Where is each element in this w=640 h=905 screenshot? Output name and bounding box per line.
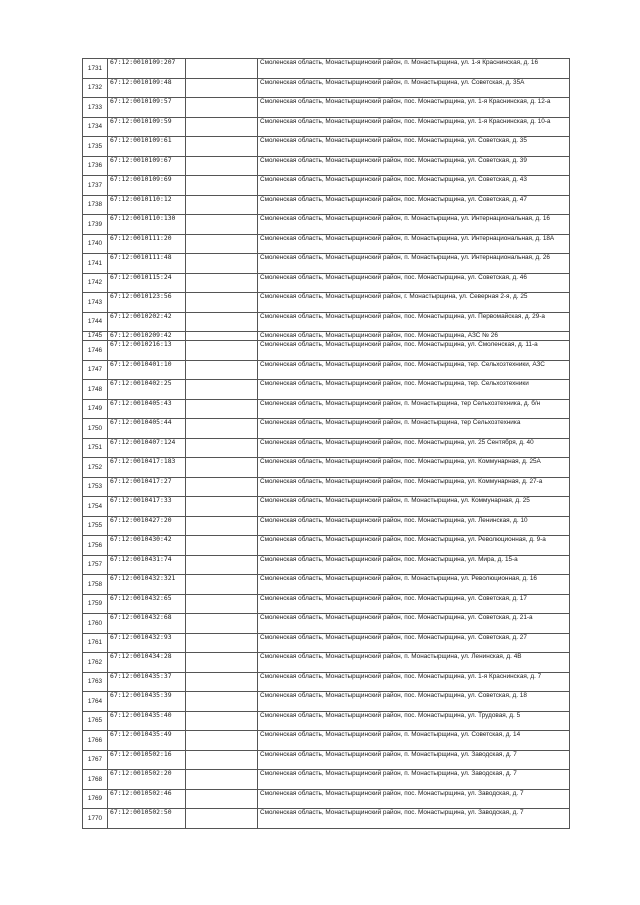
empty-cell xyxy=(186,614,258,634)
empty-cell xyxy=(186,137,258,157)
address-cell: Смоленская область, Монастырщинский район, пос. Монастырщина, ул. Мира, д. 15-а xyxy=(258,555,570,575)
empty-cell xyxy=(186,653,258,673)
cadastral-number-cell: 67:12:0010432:321 xyxy=(108,575,186,595)
empty-cell xyxy=(186,477,258,497)
row-number-cell: 1745 xyxy=(83,332,108,341)
address-cell: Смоленская область, Монастырщинский район, пос. Монастырщина, ул. Советская, д. 46 xyxy=(258,273,570,293)
table-row xyxy=(83,156,570,176)
cadastral-number-cell: 67:12:0010209:42 xyxy=(108,332,186,341)
cadastral-number-cell: 67:12:0010109:48 xyxy=(108,78,186,98)
table-row xyxy=(83,312,570,332)
address-cell: Смоленская область, Монастырщинский район, пос. Монастырщина, ул. Советская, д. 43 xyxy=(258,176,570,196)
table-row xyxy=(83,117,570,137)
empty-cell xyxy=(186,438,258,458)
address-cell: Смоленская область, Монастырщинский район, п. Монастырщина, ул. Интернациональная, д. 26 xyxy=(258,254,570,274)
row-number-cell: 1755 xyxy=(83,516,108,536)
cadastral-number-cell: 67:12:0010502:20 xyxy=(108,770,186,790)
cadastral-number-cell: 67:12:0010111:48 xyxy=(108,254,186,274)
cadastral-number-cell: 67:12:0010435:39 xyxy=(108,692,186,712)
table-row xyxy=(83,215,570,235)
empty-cell xyxy=(186,809,258,829)
table-row xyxy=(83,234,570,254)
empty-cell xyxy=(186,293,258,313)
table-body xyxy=(83,59,570,829)
address-cell: Смоленская область, Монастырщинский район, п. Монастырщина, ул. Заводская, д. 7 xyxy=(258,750,570,770)
empty-cell xyxy=(186,536,258,556)
empty-cell xyxy=(186,273,258,293)
cadastral-number-cell: 67:12:0010435:37 xyxy=(108,672,186,692)
address-cell: Смоленская область, Монастырщинский район, пос. Монастырщина, ул. Смоленская, д. 11-а xyxy=(258,341,570,361)
address-cell: Смоленская область, Монастырщинский район, пос. Монастырщина, АЗС № 26 xyxy=(258,332,570,341)
empty-cell xyxy=(186,419,258,439)
table-row xyxy=(83,575,570,595)
row-number-cell: 1750 xyxy=(83,419,108,439)
address-cell: Смоленская область, Монастырщинский район, п. Монастырщина, ул. Советская, д. 14 xyxy=(258,731,570,751)
empty-cell xyxy=(186,59,258,79)
row-number-cell: 1758 xyxy=(83,575,108,595)
address-cell: Смоленская область, Монастырщинский район, п. Монастырщина, тер Сельхозтехника, д. б/н xyxy=(258,399,570,419)
cadastral-number-cell: 67:12:0010216:13 xyxy=(108,341,186,361)
cadastral-number-cell: 67:12:0010427:20 xyxy=(108,516,186,536)
address-cell: Смоленская область, Монастырщинский район, пос. Монастырщина, ул. 1-я Краснинская, д. 7 xyxy=(258,672,570,692)
empty-cell xyxy=(186,555,258,575)
row-number-cell: 1767 xyxy=(83,750,108,770)
address-cell: Смоленская область, Монастырщинский район, пос. Монастырщина, ул. Советская, д. 17 xyxy=(258,594,570,614)
empty-cell xyxy=(186,711,258,731)
empty-cell xyxy=(186,332,258,341)
empty-cell xyxy=(186,380,258,400)
table-row xyxy=(83,497,570,517)
cadastral-number-cell: 67:12:0010432:65 xyxy=(108,594,186,614)
row-number-cell: 1742 xyxy=(83,273,108,293)
empty-cell xyxy=(186,98,258,118)
table-row xyxy=(83,458,570,478)
address-cell: Смоленская область, Монастырщинский район, пос. Монастырщина, ул. Революционная, д. 9-а xyxy=(258,536,570,556)
address-cell: Смоленская область, Монастырщинский район, пос. Монастырщина, тер. Сельхозтехники, АЗС xyxy=(258,360,570,380)
row-number-cell: 1735 xyxy=(83,137,108,157)
cadastral-number-cell: 67:12:0010109:207 xyxy=(108,59,186,79)
table-row xyxy=(83,477,570,497)
row-number-cell: 1757 xyxy=(83,555,108,575)
empty-cell xyxy=(186,215,258,235)
property-registry-table xyxy=(82,58,570,829)
table-row xyxy=(83,555,570,575)
table-row xyxy=(83,809,570,829)
table-row xyxy=(83,653,570,673)
cadastral-number-cell: 67:12:0010502:16 xyxy=(108,750,186,770)
cadastral-number-cell: 67:12:0010109:69 xyxy=(108,176,186,196)
empty-cell xyxy=(186,789,258,809)
row-number-cell: 1743 xyxy=(83,293,108,313)
row-number-cell: 1762 xyxy=(83,653,108,673)
cadastral-number-cell: 67:12:0010109:57 xyxy=(108,98,186,118)
address-cell: Смоленская область, Монастырщинский район, пос. Монастырщина, ул. Советская, д. 47 xyxy=(258,195,570,215)
row-number-cell: 1764 xyxy=(83,692,108,712)
empty-cell xyxy=(186,731,258,751)
row-number-cell: 1736 xyxy=(83,156,108,176)
address-cell: Смоленская область, Монастырщинский район, г. Монастырщина, ул. Северная 2-я, д. 25 xyxy=(258,293,570,313)
address-cell: Смоленская область, Монастырщинский район, пос. Монастырщина, ул. Советская, д. 21-а xyxy=(258,614,570,634)
cadastral-number-cell: 67:12:0010110:130 xyxy=(108,215,186,235)
address-cell: Смоленская область, Монастырщинский район, пос. Монастырщина, ул. Заводская, д. 7 xyxy=(258,809,570,829)
table-row xyxy=(83,98,570,118)
address-cell: Смоленская область, Монастырщинский район, пос. Монастырщина, ул. Ленинская, д. 10 xyxy=(258,516,570,536)
cadastral-number-cell: 67:12:0010417:27 xyxy=(108,477,186,497)
address-cell: Смоленская область, Монастырщинский район, пос. Монастырщина, ул. Коммунарная, д. 27-а xyxy=(258,477,570,497)
table-row xyxy=(83,633,570,653)
cadastral-number-cell: 67:12:0010502:46 xyxy=(108,789,186,809)
empty-cell xyxy=(186,341,258,361)
address-cell: Смоленская область, Монастырщинский район, пос. Монастырщина, ул. Трудовая, д. 5 xyxy=(258,711,570,731)
table-row xyxy=(83,176,570,196)
row-number-cell: 1765 xyxy=(83,711,108,731)
row-number-cell: 1768 xyxy=(83,770,108,790)
address-cell: Смоленская область, Монастырщинский район, п. Монастырщина, ул. Интернациональная, д. 16 xyxy=(258,215,570,235)
table-row xyxy=(83,380,570,400)
table-row xyxy=(83,293,570,313)
empty-cell xyxy=(186,234,258,254)
table-row xyxy=(83,59,570,79)
row-number-cell: 1754 xyxy=(83,497,108,517)
empty-cell xyxy=(186,770,258,790)
table-row xyxy=(83,195,570,215)
cadastral-number-cell: 67:12:0010109:67 xyxy=(108,156,186,176)
cadastral-number-cell: 67:12:0010417:183 xyxy=(108,458,186,478)
empty-cell xyxy=(186,575,258,595)
row-number-cell: 1766 xyxy=(83,731,108,751)
row-number-cell: 1741 xyxy=(83,254,108,274)
cadastral-number-cell: 67:12:0010432:93 xyxy=(108,633,186,653)
cadastral-number-cell: 67:12:0010405:43 xyxy=(108,399,186,419)
table-row xyxy=(83,438,570,458)
cadastral-number-cell: 67:12:0010434:28 xyxy=(108,653,186,673)
table-row xyxy=(83,273,570,293)
cadastral-number-cell: 67:12:0010110:12 xyxy=(108,195,186,215)
cadastral-number-cell: 67:12:0010405:44 xyxy=(108,419,186,439)
table-row xyxy=(83,672,570,692)
address-cell: Смоленская область, Монастырщинский район, пос. Монастырщина, ул. 1-я Краснинская, д. 10-а xyxy=(258,117,570,137)
table-row xyxy=(83,750,570,770)
cadastral-number-cell: 67:12:0010202:42 xyxy=(108,312,186,332)
address-cell: Смоленская область, Монастырщинский район, п. Монастырщина, ул. Революционная, д. 16 xyxy=(258,575,570,595)
address-cell: Смоленская область, Монастырщинский район, п. Монастырщина, ул. Заводская, д. 7 xyxy=(258,770,570,790)
address-cell: Смоленская область, Монастырщинский район, пос. Монастырщина, ул. Заводская, д. 7 xyxy=(258,789,570,809)
empty-cell xyxy=(186,516,258,536)
row-number-cell: 1734 xyxy=(83,117,108,137)
empty-cell xyxy=(186,176,258,196)
address-cell: Смоленская область, Монастырщинский район, пос. Монастырщина, ул. Коммунарная, д. 25А xyxy=(258,458,570,478)
address-cell: Смоленская область, Монастырщинский район, п. Монастырщина, ул. Интернациональная, д. 18А xyxy=(258,234,570,254)
table-row xyxy=(83,594,570,614)
table-row xyxy=(83,419,570,439)
empty-cell xyxy=(186,156,258,176)
cadastral-number-cell: 67:12:0010402:25 xyxy=(108,380,186,400)
row-number-cell: 1747 xyxy=(83,360,108,380)
cadastral-number-cell: 67:12:0010430:42 xyxy=(108,536,186,556)
address-cell: Смоленская область, Монастырщинский район, п. Монастырщина, ул. Коммунарная, д. 25 xyxy=(258,497,570,517)
address-cell: Смоленская область, Монастырщинский район, п. Монастырщина, ул. Советская, д. 35А xyxy=(258,78,570,98)
row-number-cell: 1769 xyxy=(83,789,108,809)
table-row xyxy=(83,399,570,419)
row-number-cell: 1753 xyxy=(83,477,108,497)
table-row xyxy=(83,770,570,790)
table-row xyxy=(83,731,570,751)
cadastral-number-cell: 67:12:0010435:40 xyxy=(108,711,186,731)
address-cell: Смоленская область, Монастырщинский район, пос. Монастырщина, ул. Советская, д. 39 xyxy=(258,156,570,176)
address-cell: Смоленская область, Монастырщинский район, п. Монастырщина, ул. 1-я Краснинская, д. 16 xyxy=(258,59,570,79)
row-number-cell: 1732 xyxy=(83,78,108,98)
empty-cell xyxy=(186,672,258,692)
table-row xyxy=(83,614,570,634)
row-number-cell: 1760 xyxy=(83,614,108,634)
empty-cell xyxy=(186,254,258,274)
table-row xyxy=(83,360,570,380)
row-number-cell: 1761 xyxy=(83,633,108,653)
empty-cell xyxy=(186,497,258,517)
row-number-cell: 1737 xyxy=(83,176,108,196)
row-number-cell: 1749 xyxy=(83,399,108,419)
empty-cell xyxy=(186,458,258,478)
row-number-cell: 1751 xyxy=(83,438,108,458)
cadastral-number-cell: 67:12:0010111:20 xyxy=(108,234,186,254)
address-cell: Смоленская область, Монастырщинский район, п. Монастырщина, тер Сельхозтехника xyxy=(258,419,570,439)
table-row xyxy=(83,78,570,98)
empty-cell xyxy=(186,195,258,215)
address-cell: Смоленская область, Монастырщинский район, пос. Монастырщина, ул. 1-я Краснинская, д. 12-а xyxy=(258,98,570,118)
table-row xyxy=(83,536,570,556)
address-cell: Смоленская область, Монастырщинский район, пос. Монастырщина, ул. Советская, д. 27 xyxy=(258,633,570,653)
table-row xyxy=(83,341,570,361)
address-cell: Смоленская область, Монастырщинский район, пос. Монастырщина, ул. Первомайская, д. 29-а xyxy=(258,312,570,332)
table-row xyxy=(83,332,570,341)
row-number-cell: 1770 xyxy=(83,809,108,829)
cadastral-number-cell: 67:12:0010502:50 xyxy=(108,809,186,829)
row-number-cell: 1752 xyxy=(83,458,108,478)
empty-cell xyxy=(186,692,258,712)
address-cell: Смоленская область, Монастырщинский район, пос. Монастырщина, ул. Советская, д. 35 xyxy=(258,137,570,157)
table-row xyxy=(83,254,570,274)
row-number-cell: 1756 xyxy=(83,536,108,556)
row-number-cell: 1733 xyxy=(83,98,108,118)
empty-cell xyxy=(186,360,258,380)
table-row xyxy=(83,516,570,536)
row-number-cell: 1746 xyxy=(83,341,108,361)
table-row xyxy=(83,711,570,731)
cadastral-number-cell: 67:12:0010115:24 xyxy=(108,273,186,293)
cadastral-number-cell: 67:12:0010435:49 xyxy=(108,731,186,751)
cadastral-number-cell: 67:12:0010432:68 xyxy=(108,614,186,634)
table-row xyxy=(83,692,570,712)
row-number-cell: 1763 xyxy=(83,672,108,692)
cadastral-number-cell: 67:12:0010109:61 xyxy=(108,137,186,157)
row-number-cell: 1731 xyxy=(83,59,108,79)
cadastral-number-cell: 67:12:0010401:10 xyxy=(108,360,186,380)
table-row xyxy=(83,789,570,809)
address-cell: Смоленская область, Монастырщинский район, пос. Монастырщина, ул. 25 Сентября, д. 40 xyxy=(258,438,570,458)
address-cell: Смоленская область, Монастырщинский район, пос. Монастырщина, ул. Советская, д. 18 xyxy=(258,692,570,712)
cadastral-number-cell: 67:12:0010417:33 xyxy=(108,497,186,517)
row-number-cell: 1740 xyxy=(83,234,108,254)
cadastral-number-cell: 67:12:0010123:56 xyxy=(108,293,186,313)
address-cell: Смоленская область, Монастырщинский район, п. Монастырщина, ул. Ленинская, д. 4В xyxy=(258,653,570,673)
empty-cell xyxy=(186,633,258,653)
table-row xyxy=(83,137,570,157)
empty-cell xyxy=(186,78,258,98)
empty-cell xyxy=(186,399,258,419)
cadastral-number-cell: 67:12:0010407:124 xyxy=(108,438,186,458)
empty-cell xyxy=(186,312,258,332)
empty-cell xyxy=(186,594,258,614)
row-number-cell: 1738 xyxy=(83,195,108,215)
row-number-cell: 1744 xyxy=(83,312,108,332)
empty-cell xyxy=(186,750,258,770)
row-number-cell: 1748 xyxy=(83,380,108,400)
cadastral-number-cell: 67:12:0010431:74 xyxy=(108,555,186,575)
row-number-cell: 1739 xyxy=(83,215,108,235)
row-number-cell: 1759 xyxy=(83,594,108,614)
cadastral-number-cell: 67:12:0010109:59 xyxy=(108,117,186,137)
address-cell: Смоленская область, Монастырщинский район, пос. Монастырщина, тер. Сельхозтехники xyxy=(258,380,570,400)
empty-cell xyxy=(186,117,258,137)
